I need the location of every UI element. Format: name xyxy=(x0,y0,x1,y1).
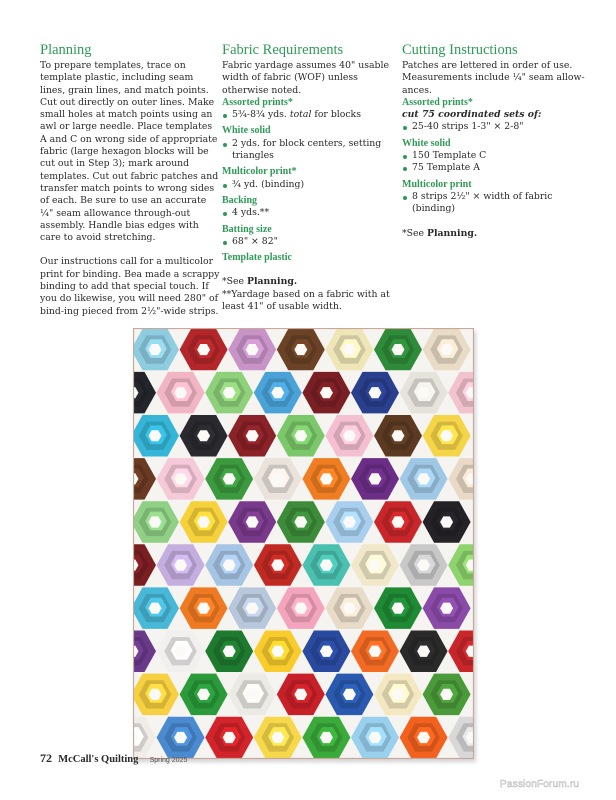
fabric-list-item: ¾ yd. (binding) xyxy=(222,179,402,191)
cutting-instructions-title: Cutting Instructions xyxy=(402,42,518,58)
fabric-group-list xyxy=(222,109,402,121)
quilt-hexagon-grid xyxy=(133,328,474,759)
fabric-list-item: 68" × 82" xyxy=(222,236,402,248)
cutting-list-item: 25-40 strips 1-3" × 2-8" xyxy=(402,121,592,133)
note-text: *See xyxy=(222,276,247,288)
fabric-requirements-title: Fabric Requirements xyxy=(222,42,344,58)
cutting-list-item: 75 Template A xyxy=(402,162,592,174)
cutting-group-label: Assorted prints* xyxy=(402,96,473,108)
fabric-group-label: White solid xyxy=(222,125,271,137)
issue-date: Spring 2025 xyxy=(149,757,188,764)
fabric-group-label: Template plastic xyxy=(222,252,292,264)
planning-paragraph-2: Our instructions call for a multicolor print for binding. Bea made a scrappy binding to add that special touch. If you do likewise, you will need 280" of bind-ing pieced from 2½"-wide strips. xyxy=(40,256,220,317)
page-footer xyxy=(40,751,187,766)
note-bold: Planning. xyxy=(246,276,298,288)
planning-section xyxy=(40,42,220,318)
fabric-list-item: 4 yds.** xyxy=(222,207,402,219)
footnote-see-planning xyxy=(222,276,402,288)
cutting-instructions-intro: Patches are lettered in order of use. Measurements include ¼" seam allow-ances. xyxy=(402,60,585,96)
magazine-name: McCall's Quilting xyxy=(58,754,139,765)
cutting-group-label: White solid xyxy=(402,137,451,149)
item-text: 5¾-8¾ yds. xyxy=(232,109,290,121)
page-number: 72 xyxy=(40,751,52,765)
watermark: PassionForum.ru xyxy=(500,779,580,790)
cutting-list-item: 8 strips 2½" × width of fabric (binding) xyxy=(402,191,592,216)
note-text: *See xyxy=(402,227,427,239)
fabric-group-label: Multicolor print* xyxy=(222,166,297,178)
fabric-group-list xyxy=(222,179,402,191)
cutting-group-label: Multicolor print xyxy=(402,178,472,190)
planning-title: Planning xyxy=(40,42,92,58)
cutting-list-item: 150 Template C xyxy=(402,150,592,162)
cutting-group-list xyxy=(402,150,592,175)
fabric-group-label: Backing xyxy=(222,194,258,206)
quilt-photo xyxy=(133,328,474,759)
cutting-group-list xyxy=(402,121,592,133)
footnote-yardage: **Yardage based on a fabric with at least 41" of usable width. xyxy=(222,288,390,313)
planning-paragraph-1: To prepare templates, trace on template plastic, including seam lines, grain lines, and match points. Cut out directly on outer lines. Make small holes at match points using an awl or large needle. Place templates A and C on wrong side of appropriate fabric (large hexagon blocks will be cut out in Step 3); mark around templates. Cut out fabric patches and transfer match points to wrong sides of each. Be sure to use an accurate ¼" seam allowance through-out assembly. Handle bias edges with care to avoid stretching. xyxy=(40,60,219,244)
fabric-group-list xyxy=(222,138,402,163)
fabric-list-item: 2 yds. for block centers, setting triangles xyxy=(222,138,402,163)
item-emphasis: total xyxy=(289,109,312,121)
fabric-group-label: Assorted prints* xyxy=(222,96,293,108)
fabric-group-list xyxy=(222,207,402,219)
cutting-instructions-section xyxy=(402,42,592,240)
fabric-list-item xyxy=(222,109,402,121)
fabric-requirements-intro: Fabric yardage assumes 40" usable width of fabric (WOF) unless otherwise noted. xyxy=(222,60,389,96)
cutting-subnote: cut 75 coordinated sets of: xyxy=(402,109,542,121)
fabric-requirements-section xyxy=(222,42,402,313)
footnote-see-planning xyxy=(402,228,592,240)
cutting-group-list xyxy=(402,191,592,216)
fabric-group-list xyxy=(222,236,402,248)
note-bold: Planning. xyxy=(426,227,478,239)
fabric-group-label: Batting size xyxy=(222,223,272,235)
item-text: for blocks xyxy=(311,109,361,121)
